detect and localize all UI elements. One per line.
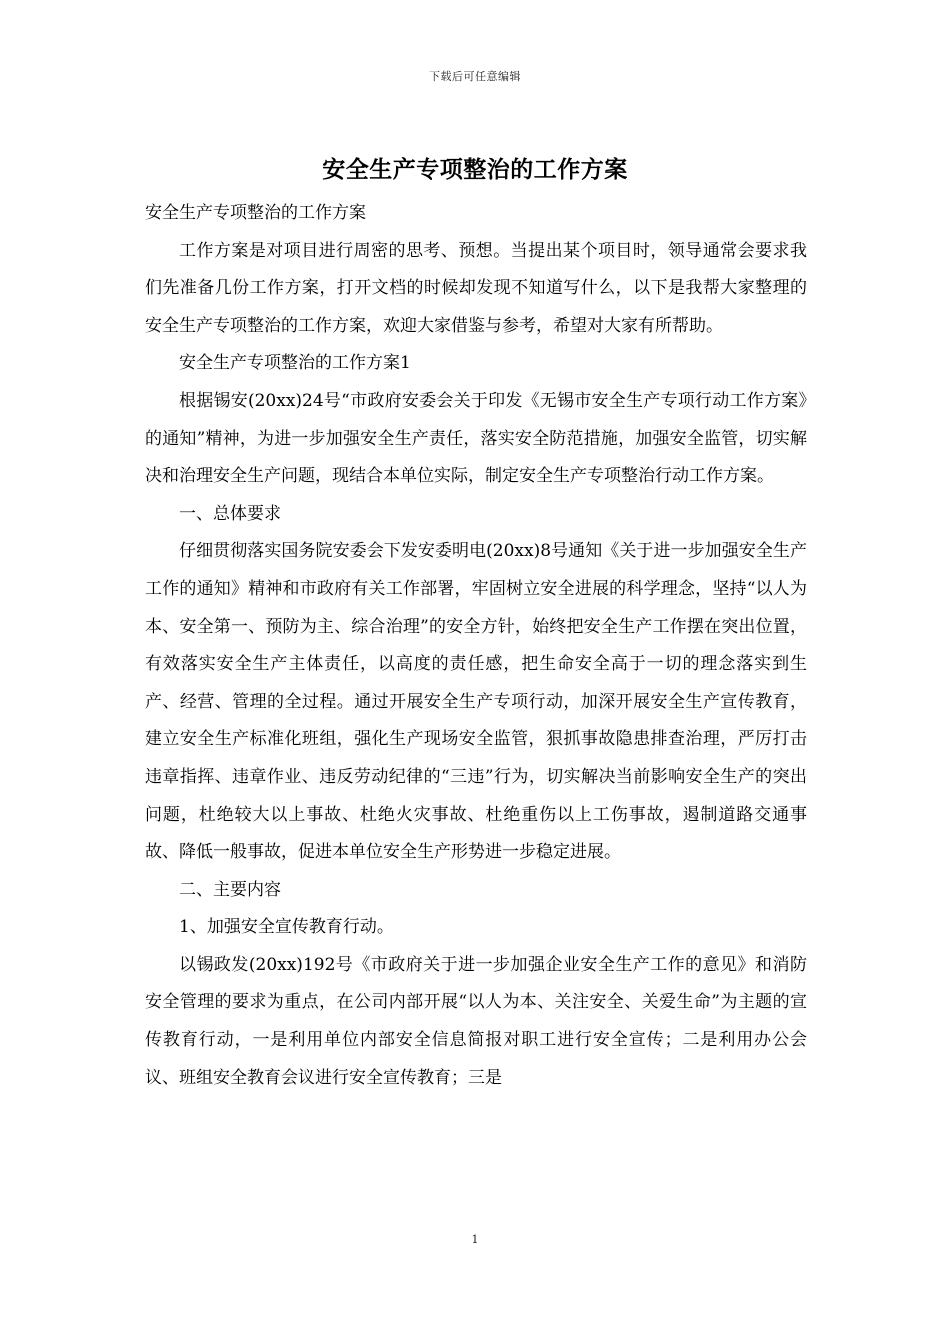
document-body: [145, 195, 807, 1097]
intro-paragraph: 工作方案是对项目进行周密的思考、预想。当提出某个项目时，领导通常会要求我们先准备几份工作方案，打开文档的时候却发现不知道写什么，以下是我帮大家整理的安全生产专项整治的工作方案，欢迎大家借鉴与参考，希望对大家有所帮助。: [145, 240, 807, 336]
page-number: 1: [471, 1233, 479, 1246]
section-heading-plan-1: 安全生产专项整治的工作方案1: [179, 353, 411, 374]
basis-paragraph: 根据锡安(20xx)24号“市政府安委会关于印发《无锡市安全生产专项行动工作方案》的通知”精神，为进一步加强安全生产责任，落实安全防范措施，加强安全监管，切实解决和治理安全生产问题，现结合本单位实际，制定安全生产专项整治行动工作方案。: [145, 390, 807, 487]
safety-education-paragraph: 以锡政发(20xx)192号《市政府关于进一步加强企业安全生产工作的意见》和消防安全管理的要求为重点，在公司内部开展“以人为本、关注安全、关爱生命”为主题的宣传教育行动，一是利用单位内部安全信息简报对职工进行安全宣传；二是利用办公会议、班组安全教育会议进行安全宣传教育；三是: [145, 954, 807, 1088]
document-title: 安全生产专项整治的工作方案: [322, 156, 628, 183]
subsection-heading-safety-education: 1、加强安全宣传教育行动。: [179, 917, 394, 938]
section-heading-main-content: 二、主要内容: [179, 879, 281, 900]
section-heading-general-requirements: 一、总体要求: [179, 503, 281, 524]
header-note: 下载后可任意编辑: [429, 70, 521, 83]
subtitle-line: 安全生产专项整治的工作方案: [145, 203, 366, 223]
general-requirements-paragraph: 仔细贯彻落实国务院安委会下发安委明电(20xx)8号通知《关于进一步加强安全生产工作的通知》精神和市政府有关工作部署，牢固树立安全进展的科学理念，坚持“以人为本、安全第一、预防为主、综合治理”的安全方针，始终把安全生产工作摆在突出位置，有效落实安全生产主体责任，以高度的责任感，把生命安全高于一切的理念落实到生产、经营、管理的全过程。通过开展安全生产专项行动，加深开展安全生产宣传教育，建立安全生产标准化班组，强化生产现场安全监管，狠抓事故隐患排查治理，严厉打击违章指挥、违章作业、违反劳动纪律的“三违”行为，切实解决当前影响安全生产的突出问题，杜绝较大以上事故、杜绝火灾事故、杜绝重伤以上工伤事故，遏制道路交通事故、降低一般事故，促进本单位安全生产形势进一步稳定进展。: [145, 541, 807, 863]
